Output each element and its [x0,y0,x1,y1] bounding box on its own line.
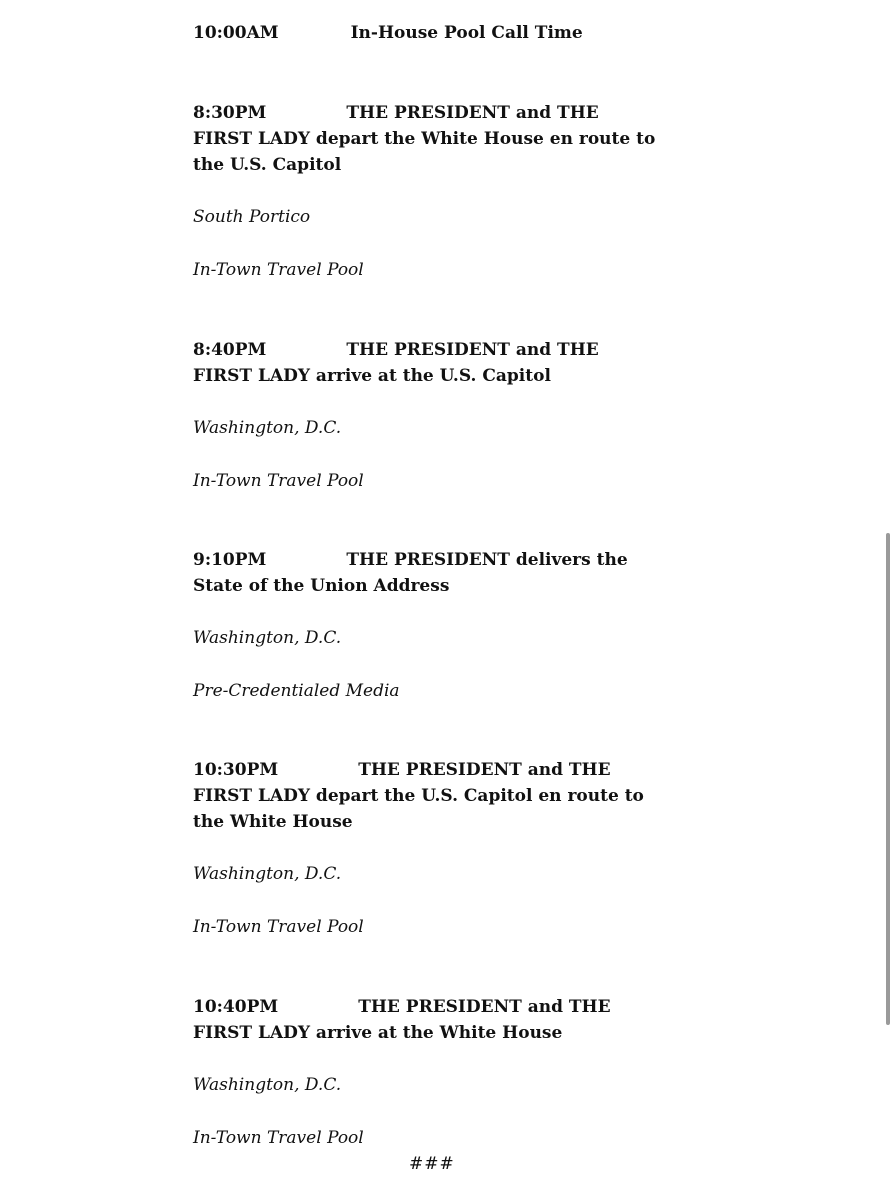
vertical-scrollbar[interactable] [886,533,890,1025]
schedule-entry [193,20,663,46]
entry-coverage: In-Town Travel Pool [193,917,364,937]
entry-time: 8:40PM [193,340,267,360]
entry-event: THE PRESIDENT and THE FIRST LADY depart the U.S. Capitol en route to the White House [193,760,644,832]
entry-coverage: Pre-Credentialed Media [193,681,400,701]
entry-title [193,757,663,835]
entry-time: 9:10PM [193,550,267,570]
schedule-entry [193,994,663,1151]
schedule-entry [193,337,663,494]
entry-title [193,100,663,178]
entry-title [193,20,663,46]
entry-location: South Portico [193,207,311,227]
entry-event: THE PRESIDENT and THE FIRST LADY arrive at the U.S. Capitol [193,340,599,386]
entry-title [193,337,663,389]
entry-coverage: In-Town Travel Pool [193,260,364,280]
entry-time: 10:00AM [193,23,279,43]
entry-time: 8:30PM [193,103,267,123]
entry-coverage: In-Town Travel Pool [193,471,364,491]
schedule-entry [193,757,663,940]
entry-location: Washington, D.C. [193,864,342,884]
entry-event: THE PRESIDENT and THE FIRST LADY arrive at the White House [193,997,611,1043]
entry-location: Washington, D.C. [193,628,342,648]
entry-location: Washington, D.C. [193,418,342,438]
entry-location: Washington, D.C. [193,1075,342,1095]
entry-event: THE PRESIDENT and THE FIRST LADY depart the White House en route to the U.S. Capitol [193,103,656,175]
entry-coverage: In-Town Travel Pool [193,1128,364,1148]
entry-title [193,994,663,1046]
entry-time: 10:30PM [193,760,279,780]
end-mark: ### [409,1154,455,1174]
schedule-entry [193,547,663,704]
entry-time: 10:40PM [193,997,279,1017]
schedule-entry [193,100,663,283]
entry-event: THE PRESIDENT delivers the State of the Union Address [193,550,628,596]
entry-event: In-House Pool Call Time [350,23,583,43]
entry-title [193,547,663,599]
